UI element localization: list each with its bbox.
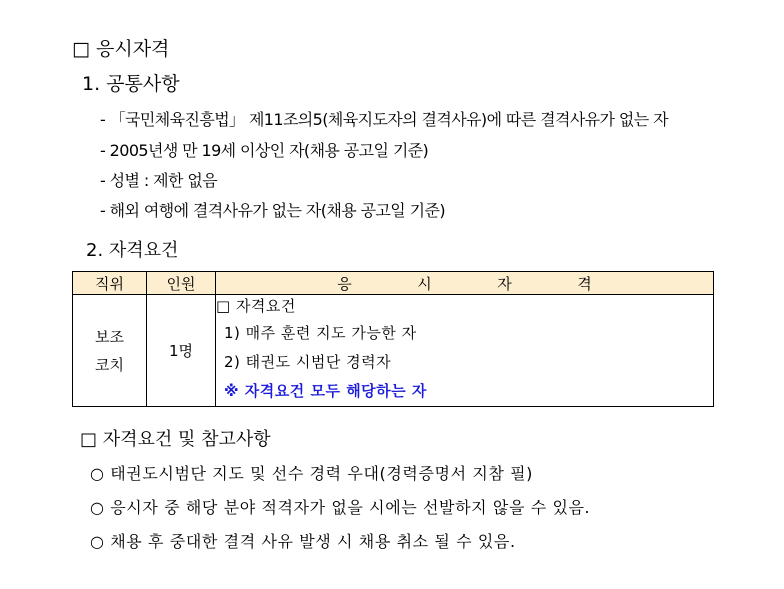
- header-qual-char-3: 자: [497, 274, 512, 293]
- notes-item-3: ○ 채용 후 중대한 결격 사유 발생 시 채용 취소 될 수 있음.: [90, 532, 516, 551]
- common-item-4: - 해외 여행에 결격사유가 없는 자(채용 공고일 기준): [100, 201, 445, 220]
- section-title-qualification: □ 응시자격: [72, 38, 170, 60]
- common-item-1: - 「국민체육진흥법」 제11조의5(체육지도자의 결격사유)에 따른 결격사유가 없는 자: [100, 110, 668, 129]
- header-qual-char-2: 시: [417, 274, 432, 293]
- notes-item-2: ○ 응시자 중 해당 분야 적격자가 없을 시에는 선발하지 않을 수 있음.: [90, 498, 591, 517]
- table-header-row: [73, 272, 714, 295]
- requirements-table: [72, 271, 714, 407]
- notes-item-1: ○ 태권도시범단 지도 및 선수 경력 우대(경력증명서 지참 필): [90, 464, 534, 483]
- header-qual-char-4: 격: [577, 274, 592, 293]
- subsection-title-requirements: 2. 자격요건: [86, 240, 179, 261]
- common-item-3: - 성별 : 제한 없음: [100, 171, 218, 190]
- quals-note: ※ 자격요건 모두 해당하는 자: [224, 382, 427, 400]
- header-count: 인원: [147, 272, 216, 295]
- position-line-2: 코치: [95, 355, 124, 374]
- section-title-notes: □ 자격요건 및 참고사항: [80, 429, 271, 450]
- header-qualification: [216, 272, 714, 295]
- cell-count: 1명: [147, 295, 216, 407]
- quals-item-1: 1) 매주 훈련 지도 가능한 자: [224, 324, 417, 342]
- header-position: 직위: [73, 272, 147, 295]
- position-line-1: 보조: [95, 327, 124, 346]
- common-item-2: - 2005년생 만 19세 이상인 자(채용 공고일 기준): [100, 141, 429, 160]
- quals-heading: □ 자격요건: [216, 297, 296, 315]
- header-qual-char-1: 응: [337, 274, 352, 293]
- cell-qualifications: [216, 295, 714, 407]
- quals-item-2: 2) 태권도 시범단 경력자: [224, 353, 392, 371]
- subsection-title-common: 1. 공통사항: [82, 73, 180, 95]
- table-row: [73, 295, 714, 407]
- cell-position: [73, 295, 147, 407]
